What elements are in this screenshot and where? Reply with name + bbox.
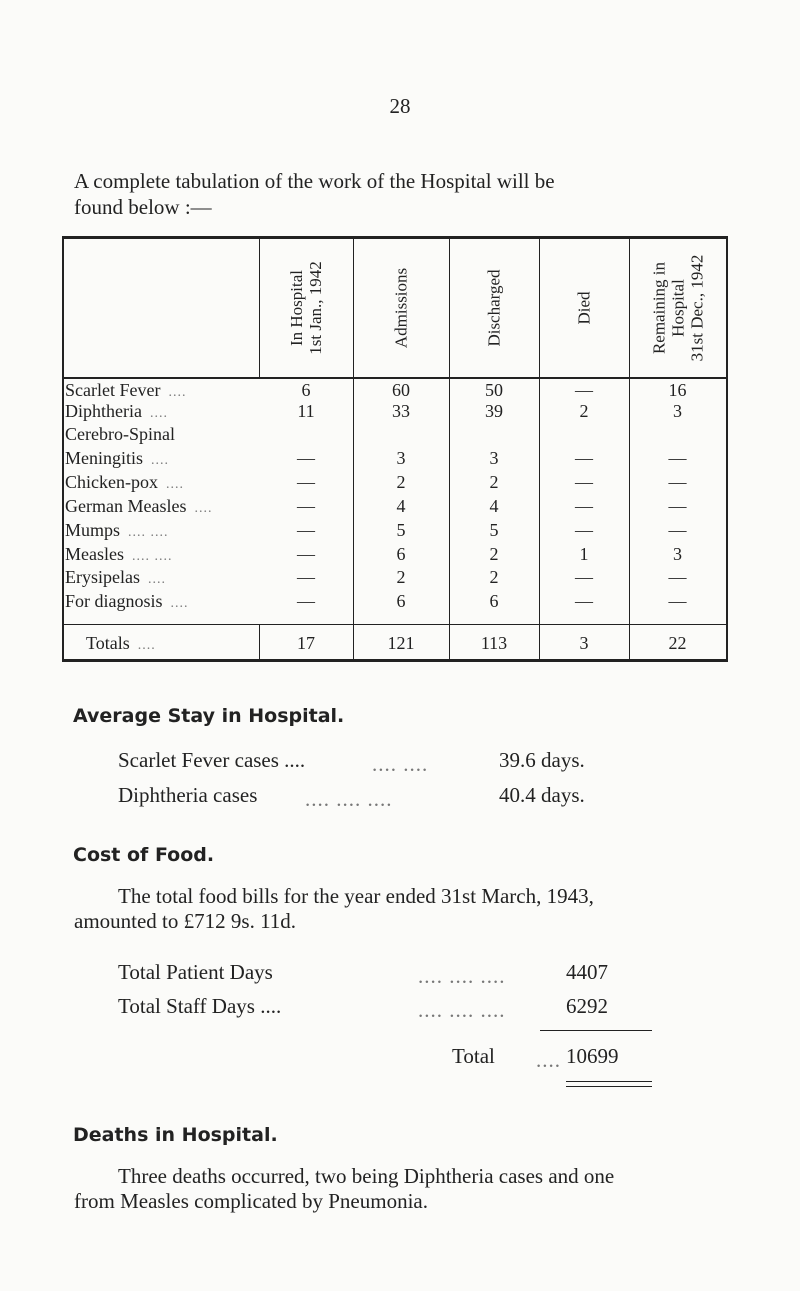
row-label bbox=[65, 520, 169, 541]
table-row bbox=[62, 591, 728, 617]
row-leader-dots: .... bbox=[170, 596, 189, 611]
avg-stay-value-1: 39.6 days. bbox=[499, 748, 585, 772]
table-cell: 50 bbox=[485, 380, 503, 400]
table-cell: 113 bbox=[480, 633, 508, 653]
table-cell: 33 bbox=[392, 401, 410, 421]
row-label-text: Chicken-pox bbox=[65, 472, 158, 492]
row-label bbox=[65, 567, 166, 588]
row-label bbox=[65, 424, 183, 445]
table-cell: 2 bbox=[579, 401, 589, 421]
table-cell: — bbox=[575, 472, 593, 492]
table-cell: — bbox=[575, 496, 593, 516]
hospital-work-table bbox=[62, 236, 728, 662]
row-label bbox=[65, 380, 186, 401]
deaths-paragraph bbox=[74, 1164, 734, 1214]
header-remaining: Remaining in Hospital 31st Dec., 1942 bbox=[649, 254, 706, 362]
staff-days-label: Total Staff Days .... bbox=[118, 994, 282, 1018]
row-label-text: Scarlet Fever bbox=[65, 380, 161, 400]
patient-days-label: Total Patient Days bbox=[118, 960, 273, 984]
table-row bbox=[62, 472, 728, 498]
total-days-label: Total bbox=[452, 1044, 495, 1068]
table-cell: 60 bbox=[392, 380, 410, 400]
header-admissions: Admissions bbox=[391, 267, 411, 349]
table-cell: 6 bbox=[396, 591, 406, 611]
deaths-heading: Deaths in Hospital. bbox=[73, 1124, 278, 1146]
row-label bbox=[86, 633, 156, 654]
table-cell: — bbox=[668, 520, 687, 540]
table-cell: — bbox=[297, 520, 315, 540]
avg-stay-dots-2: .... .... .... bbox=[305, 787, 393, 811]
row-label-text: For diagnosis bbox=[65, 591, 163, 611]
table-row bbox=[62, 496, 728, 522]
row-label-text: German Measles bbox=[65, 496, 187, 516]
table-cell: 6 bbox=[396, 544, 406, 564]
cost-line-2: amounted to £712 9s. 11d. bbox=[74, 909, 297, 933]
totals-row bbox=[62, 633, 728, 659]
table-cell: — bbox=[297, 567, 315, 587]
table-cell: 4 bbox=[396, 496, 406, 516]
table-cell: 2 bbox=[489, 544, 499, 564]
table-cell: — bbox=[297, 472, 315, 492]
row-leader-dots: .... bbox=[149, 406, 168, 421]
row-leader-dots: .... .... bbox=[131, 549, 173, 564]
total-days-dots: .... bbox=[536, 1048, 561, 1072]
row-leader-dots: .... bbox=[168, 385, 187, 400]
table-cell: 5 bbox=[489, 520, 499, 540]
row-leader-dots: .... bbox=[151, 453, 170, 468]
table-row bbox=[62, 424, 728, 450]
table-cell: 6 bbox=[301, 380, 311, 400]
table-cell: 39 bbox=[485, 401, 503, 421]
table-cell: 5 bbox=[396, 520, 406, 540]
avg-stay-value-2: 40.4 days. bbox=[499, 783, 585, 807]
cost-line-1: The total food bills for the year ended 31st March, 1943, bbox=[118, 884, 594, 908]
table-cell: 16 bbox=[668, 380, 687, 400]
average-stay-heading: Average Stay in Hospital. bbox=[73, 705, 345, 727]
table-cell: 121 bbox=[387, 633, 415, 653]
table-cell: — bbox=[668, 472, 687, 492]
table-cell: 2 bbox=[489, 472, 499, 492]
staff-days-dots: .... .... .... bbox=[418, 998, 506, 1022]
total-days-value: 10699 bbox=[566, 1044, 619, 1068]
table-cell: 3 bbox=[579, 633, 589, 653]
table-row bbox=[62, 520, 728, 546]
table-cell: — bbox=[668, 567, 687, 587]
patient-days-value: 4407 bbox=[566, 960, 608, 984]
table-cell: 1 bbox=[579, 544, 589, 564]
table-cell: — bbox=[668, 496, 687, 516]
row-leader-dots: .... bbox=[147, 572, 166, 587]
table-cell: 2 bbox=[396, 567, 406, 587]
row-label bbox=[65, 401, 168, 422]
row-label bbox=[65, 591, 189, 612]
deaths-line-2: from Measles complicated by Pneumonia. bbox=[74, 1189, 428, 1213]
table-cell: — bbox=[297, 544, 315, 564]
row-label-text: Diphtheria bbox=[65, 401, 142, 421]
row-label bbox=[65, 448, 169, 469]
table-row bbox=[62, 567, 728, 593]
table-cell: 2 bbox=[489, 567, 499, 587]
row-label-text: Cerebro-Spinal bbox=[65, 424, 175, 444]
row-label-text: Meningitis bbox=[65, 448, 144, 468]
sum-rule bbox=[540, 1030, 652, 1031]
table-cell: 3 bbox=[673, 401, 682, 421]
row-label bbox=[65, 472, 184, 493]
table-cell: — bbox=[575, 520, 593, 540]
row-label-text: Totals bbox=[86, 633, 130, 653]
table-cell: 4 bbox=[489, 496, 499, 516]
table-cell: — bbox=[297, 448, 315, 468]
row-label-text: Measles bbox=[65, 544, 124, 564]
row-label-text: Erysipelas bbox=[65, 567, 140, 587]
table-totals-rule bbox=[62, 624, 728, 625]
row-label bbox=[65, 496, 212, 517]
table-cell: — bbox=[668, 448, 687, 468]
table-cell: 22 bbox=[668, 633, 687, 653]
table-cell: — bbox=[297, 496, 315, 516]
table-cell: 3 bbox=[396, 448, 406, 468]
total-double-rule bbox=[566, 1081, 652, 1087]
row-label-text: Mumps bbox=[65, 520, 121, 540]
cost-of-food-heading: Cost of Food. bbox=[73, 844, 215, 866]
intro-line-2: found below :— bbox=[74, 195, 212, 219]
intro-paragraph bbox=[74, 168, 734, 220]
table-cell: — bbox=[297, 591, 315, 611]
table-cell: 17 bbox=[297, 633, 315, 653]
intro-line-1: A complete tabulation of the work of the Hospital will be bbox=[74, 169, 555, 193]
cost-of-food-paragraph bbox=[74, 884, 734, 934]
patient-days-dots: .... .... .... bbox=[418, 964, 506, 988]
row-leader-dots: .... bbox=[194, 501, 213, 516]
table-cell: — bbox=[575, 380, 593, 400]
staff-days-value: 6292 bbox=[566, 994, 608, 1018]
table-row bbox=[62, 448, 728, 474]
table-cell: — bbox=[575, 591, 593, 611]
table-cell: 3 bbox=[489, 448, 499, 468]
table-cell: 11 bbox=[297, 401, 315, 421]
table-cell: 6 bbox=[489, 591, 499, 611]
avg-stay-dots-1: .... .... bbox=[372, 752, 429, 776]
row-leader-dots: .... .... bbox=[128, 525, 169, 540]
header-died: Died bbox=[574, 291, 594, 325]
table-cell: 3 bbox=[673, 544, 682, 564]
header-discharged: Discharged bbox=[484, 269, 504, 347]
header-in-hospital: In Hospital 1st Jan., 1942 bbox=[287, 261, 325, 355]
row-leader-dots: .... bbox=[165, 477, 184, 492]
table-cell: — bbox=[575, 448, 593, 468]
row-label bbox=[65, 544, 172, 565]
table-cell: 2 bbox=[396, 472, 406, 492]
page-number: 28 bbox=[389, 94, 411, 118]
avg-stay-label-2: Diphtheria cases bbox=[118, 783, 258, 807]
table-cell: — bbox=[575, 567, 593, 587]
deaths-line-1: Three deaths occurred, two being Diphtheria cases and one bbox=[118, 1164, 615, 1188]
table-cell: — bbox=[668, 591, 687, 611]
row-leader-dots: .... bbox=[137, 638, 156, 653]
avg-stay-label-1: Scarlet Fever cases .... bbox=[118, 748, 306, 772]
